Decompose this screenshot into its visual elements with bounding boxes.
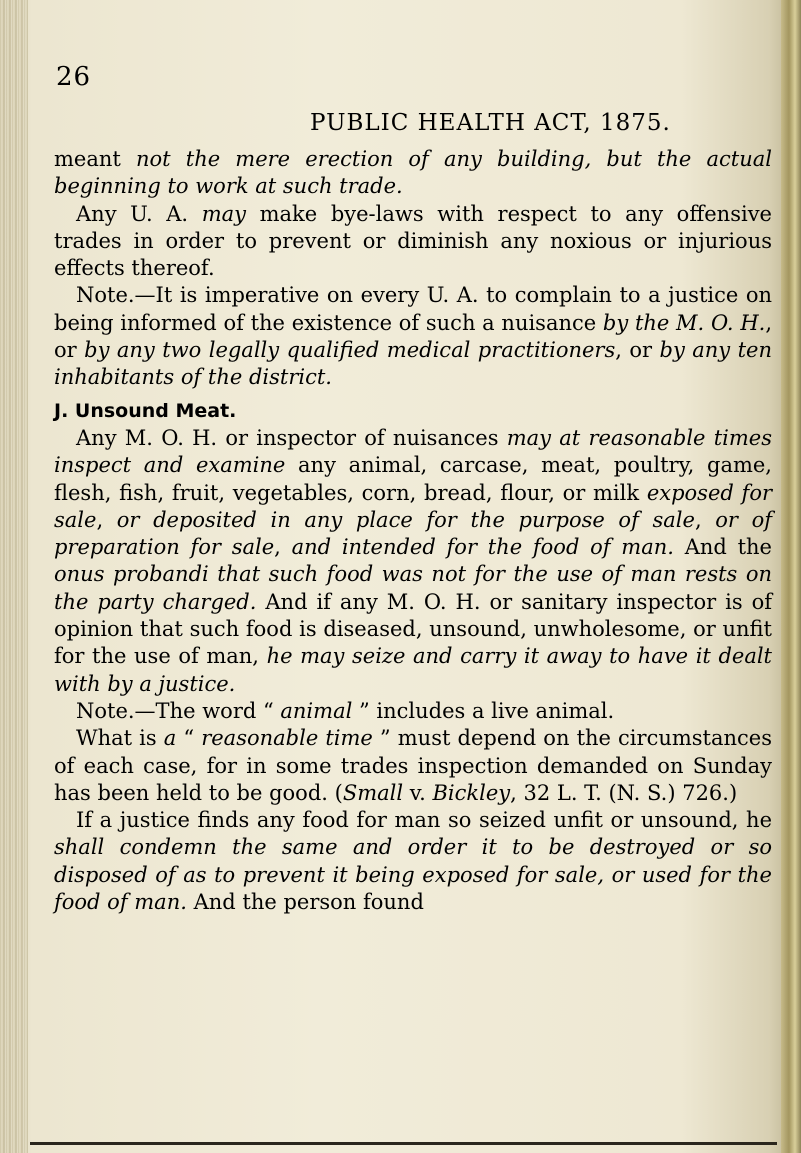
paragraph-note-1 (54, 282, 772, 391)
text-run: Note.—The word “ (76, 698, 281, 723)
text-run: Any M. O. H. or inspector of nuisances (76, 425, 507, 450)
text-run: any animal, carcase, meat, poultry, game, flesh, fish, fruit, vegetables, corn, bread, flour, or milk (54, 453, 772, 505)
paragraph-7 (54, 807, 772, 916)
paragraph-1 (54, 146, 772, 201)
text-run: And if any M. O. H. or sanitary inspector is of opinion that such food is diseased, unsound, unwholesome, or unfit for the use of man, (54, 589, 772, 669)
text-run: Any U. A. (76, 201, 202, 226)
italic-run: he may seize and carry it away to have it dealt with by a justice. (54, 644, 772, 696)
italic-run: by any two legally qualified medical practitioners (84, 338, 616, 363)
text-run: v. (403, 780, 433, 805)
text-run: make bye-laws with respect to any offensive trades in order to prevent or diminish any noxious or injurious effects thereof. (54, 201, 772, 281)
italic-run: reasonable time (201, 726, 373, 751)
text-run: , (96, 507, 117, 532)
bottom-rule (30, 1142, 777, 1145)
page-number: 26 (56, 62, 92, 92)
italic-run: not the mere erection of any building, but the actual beginning to work at such trade. (54, 147, 772, 199)
italic-run: by any ten inhabitants of the district. (54, 338, 772, 390)
italic-run: may at reasonable times inspect and examine (54, 425, 772, 478)
paragraph-6 (54, 725, 772, 807)
italic-run: by the M. O. H. (602, 310, 766, 335)
text-run: “ (176, 726, 202, 751)
italic-run: and intended for the food of man. (291, 535, 674, 560)
text-run: , (694, 507, 716, 532)
text-run: , (274, 535, 292, 560)
right-binding-edge (781, 0, 801, 1153)
paragraph-2 (54, 201, 772, 283)
text-run: If a justice finds any food for man so seized unfit or unsound, he (76, 808, 772, 833)
paragraph-note-2 (54, 698, 772, 725)
italic-run: Small (342, 780, 404, 805)
text-run: , 32 L. T. (N. S.) 726.) (510, 780, 738, 805)
paragraph-4 (54, 425, 772, 698)
italic-run: shall condemn the same and order it to be destroyed or so disposed of as to prevent it being exposed for sale, or used for the food of man. (54, 835, 772, 915)
text-run: What is (76, 726, 164, 751)
text-run: And the person found (186, 890, 424, 915)
text-run: ” must depend on the circumstances of each case, for in some trades inspection demanded on Sunday has been held to be good. ( (54, 726, 772, 805)
text-run: And the (673, 535, 772, 560)
italic-run: exposed for sale (54, 480, 772, 532)
italic-run: Bickley (432, 780, 511, 805)
italic-run: may (201, 201, 246, 226)
running-head: PUBLIC HEALTH ACT, 1875. (310, 110, 671, 136)
left-binding-edge (0, 0, 28, 1153)
italic-run: onus probandi that such food was not for the use of man rests on the party charged. (54, 562, 772, 614)
text-run: ” includes a live animal. (352, 698, 615, 723)
section-heading: J. Unsound Meat. (54, 399, 237, 422)
text-run: meant (54, 147, 136, 171)
text-run: Note.—It is imperative on every U. A. to complain to a justice on being informed of the existence of such a nuisance (54, 283, 772, 335)
text-run: , or (54, 310, 772, 363)
italic-run: or of preparation for sale (54, 507, 772, 560)
italic-run: or deposited in any place for the purpose of sale (116, 507, 695, 532)
body-text (54, 146, 772, 916)
text-run: , or (615, 338, 660, 363)
italic-run: animal (280, 698, 353, 723)
italic-run: a (163, 726, 177, 751)
